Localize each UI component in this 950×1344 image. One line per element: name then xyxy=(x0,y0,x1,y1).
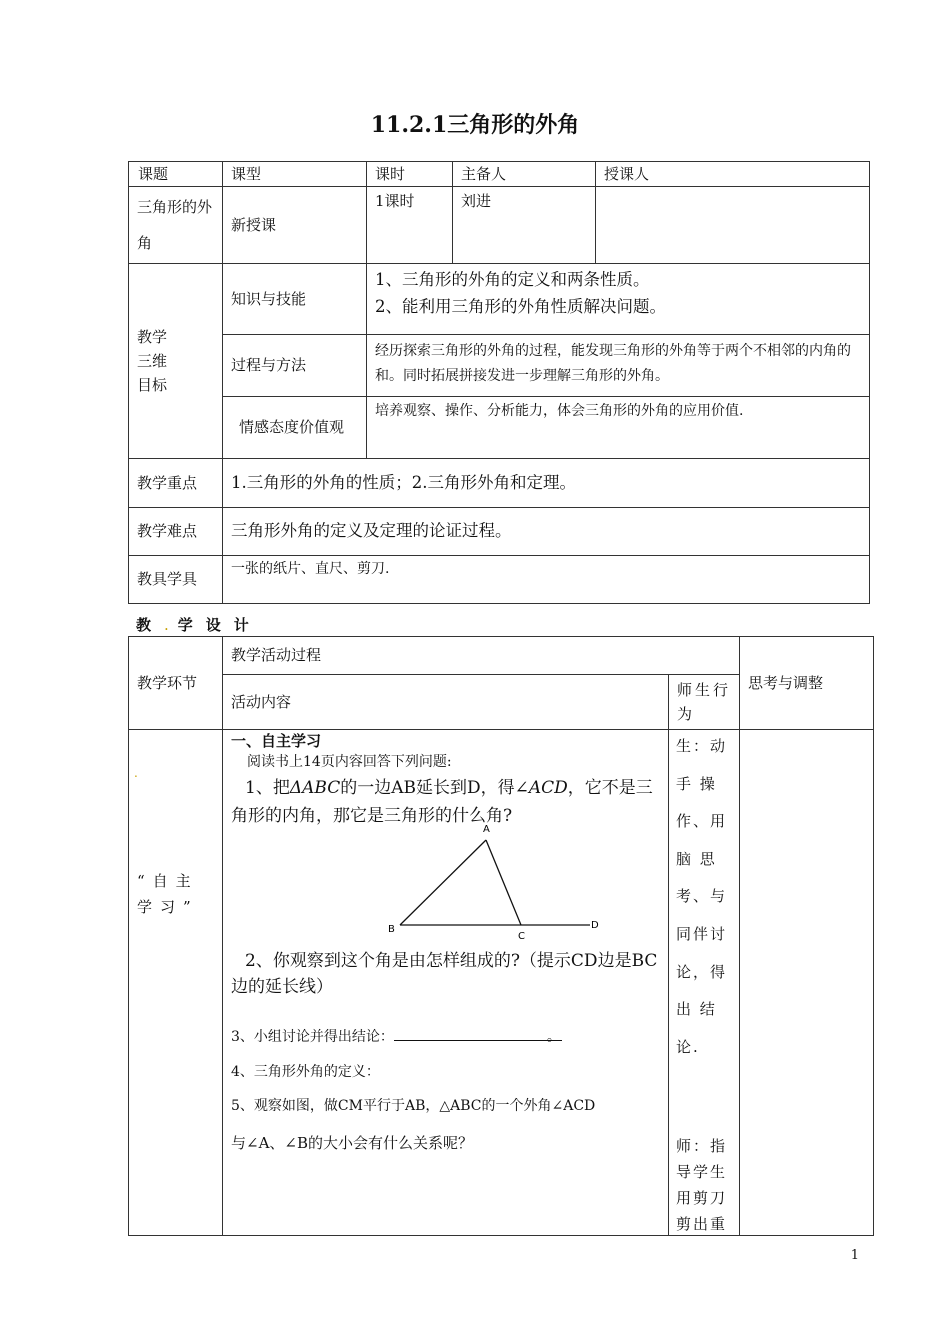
header-author: 主备人 xyxy=(453,162,596,187)
math-triangle-abc: ΔABC xyxy=(289,778,341,798)
math-angle-acd: ∠ACD xyxy=(514,778,568,798)
question-5b: 与∠A、∠B的大小会有什么关系呢？ xyxy=(231,1134,473,1152)
reading-intro: 阅读书上14页内容回答下列问题: xyxy=(247,754,452,770)
goal-content-process: 经历探索三角形的外角的过程，能发现三角形的外角等于两个不相邻的内角的和。同时拓展拼接发进一步理解三角形的外角。 xyxy=(367,335,870,397)
difficulties-content: 三角形外角的定义及定理的论证过程。 xyxy=(223,508,870,556)
cell-hours: 1课时 xyxy=(367,187,453,264)
side-ac xyxy=(486,840,521,925)
lesson-info-table xyxy=(128,161,870,604)
keypoints-label: 教学重点 xyxy=(129,459,223,508)
design-heading: 教. 学设计 xyxy=(136,616,262,634)
triangle-figure xyxy=(380,818,610,943)
col-reflect-header: 思考与调整 xyxy=(740,637,874,730)
cell-author: 刘进 xyxy=(453,187,596,264)
header-topic: 课题 xyxy=(129,162,223,187)
goals-label: 教学三维目标 xyxy=(129,264,223,459)
document-title: 11.2.1三角形的外角 xyxy=(370,112,580,138)
goal-knowledge-line-1: 1、三角形的外角的定义和两条性质。 xyxy=(375,270,650,289)
col-stage-header: 教学环节 xyxy=(129,637,223,730)
cell-teacher xyxy=(596,187,870,264)
page-number: 1 xyxy=(850,1248,859,1263)
label-c: C xyxy=(518,931,525,942)
question-5a: 5、观察如图，做CM平行于AB，△ABC的一个外角∠ACD xyxy=(231,1098,596,1114)
side-ab xyxy=(400,840,486,925)
header-type: 课型 xyxy=(223,162,367,187)
tools-content: 一张的纸片、直尺、剪刀. xyxy=(223,556,870,604)
goal-content-attitude: 培养观察、操作、分析能力，体会三角形的外角的应用价值. xyxy=(367,397,870,459)
header-teacher: 授课人 xyxy=(596,162,870,187)
goal-name-knowledge: 知识与技能 xyxy=(223,264,367,335)
question-1: 1、把ΔABC的一边AB延长到D，得∠ACD，它不是三角形的内角，那它是三角形的什么角? xyxy=(231,778,653,826)
difficulties-label: 教学难点 xyxy=(129,508,223,556)
role-student: 生：动 手 操 作、用 脑 思 考、与 同伴讨 论，得 出 结 论. xyxy=(676,737,728,1056)
label-d: D xyxy=(591,920,599,931)
question-4: 4、三角形外角的定义： xyxy=(231,1064,380,1080)
cell-type: 新授课 xyxy=(223,187,367,264)
goal-content-knowledge xyxy=(367,264,870,335)
goal-name-process: 过程与方法 xyxy=(223,335,367,397)
col-role-header: 师生行为 xyxy=(669,675,740,730)
col-content-header: 活动内容 xyxy=(223,675,669,730)
col-process-header: 教学活动过程 xyxy=(223,637,740,675)
label-a: A xyxy=(483,824,490,835)
label-b: B xyxy=(388,924,395,935)
goal-name-attitude: 情感态度价值观 xyxy=(223,397,367,459)
bullet-mark: . xyxy=(134,766,138,780)
answer-blank[interactable] xyxy=(394,1026,562,1041)
cell-topic: 三角形的外角 xyxy=(129,187,223,264)
section-title: 一、自主学习 xyxy=(231,732,322,750)
goal-knowledge-line-2: 2、能利用三角形的外角性质解决问题。 xyxy=(375,297,666,316)
header-hours: 课时 xyxy=(367,162,453,187)
question-2: 2、你观察到这个角是由怎样组成的?（提示CD边是BC边的延长线） xyxy=(231,951,658,997)
tools-label: 教具学具 xyxy=(129,556,223,604)
stage-cell xyxy=(129,730,223,1236)
role-teacher: 师：指 导学生 用剪刀 剪出重 xyxy=(676,1137,728,1233)
stage-name: “自主学习” xyxy=(137,872,199,916)
keypoints-content: 1.三角形的外角的性质；2.三角形外角和定理。 xyxy=(223,459,870,508)
reflect-cell xyxy=(740,730,874,1236)
question-3: 3、小组讨论并得出结论： 。 xyxy=(231,1026,663,1048)
